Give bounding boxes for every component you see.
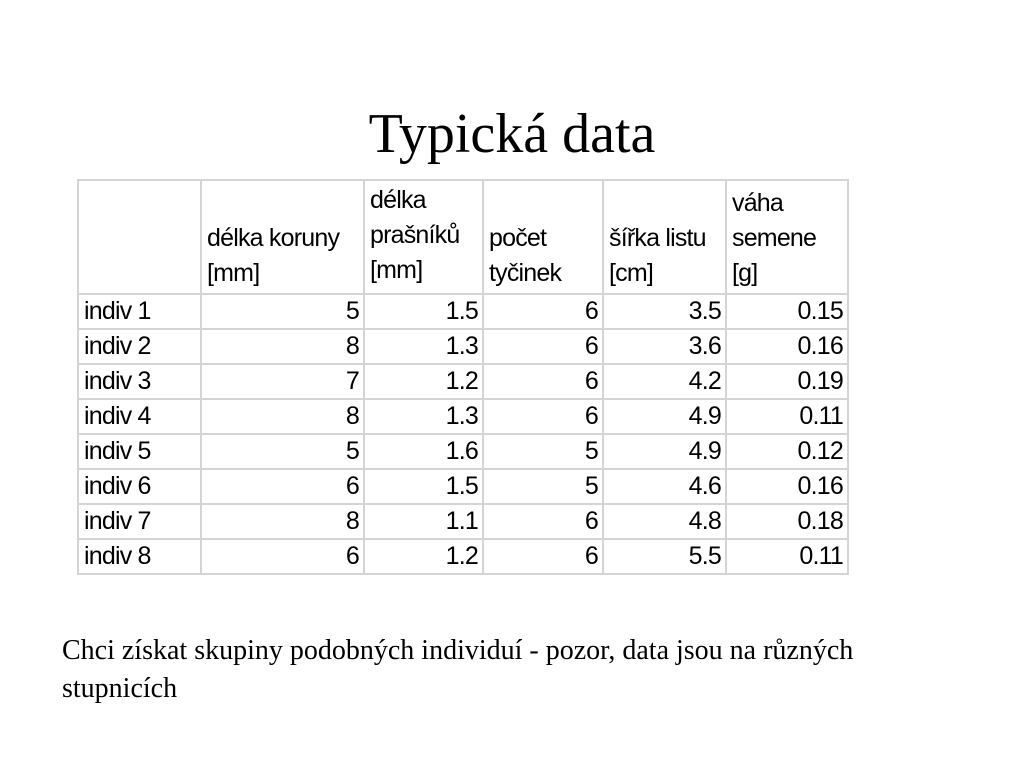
header-cell: délka prašníků [mm]: [364, 180, 483, 294]
table-row: [78, 294, 848, 329]
value-cell: 1.2: [364, 364, 483, 399]
header-cell: váha semene [g]: [726, 180, 848, 294]
value-cell: 5: [483, 469, 603, 504]
value-cell: 0.16: [726, 329, 848, 364]
value-cell: 6: [483, 539, 603, 574]
table-row: [78, 539, 848, 574]
value-cell: 0.11: [726, 539, 848, 574]
value-cell: 6: [201, 469, 364, 504]
header-cell-empty: [78, 180, 201, 294]
value-cell: 6: [201, 539, 364, 574]
value-cell: 4.9: [603, 434, 726, 469]
data-table: [77, 179, 849, 575]
header-cell: šířka listu [cm]: [603, 180, 726, 294]
header-cell: délka koruny [mm]: [201, 180, 364, 294]
value-cell: 1.3: [364, 329, 483, 364]
value-cell: 1.5: [364, 469, 483, 504]
table-header-row: [78, 180, 848, 294]
value-cell: 0.15: [726, 294, 848, 329]
table-row: [78, 364, 848, 399]
table-body: [78, 294, 848, 574]
row-label-cell: indiv 5: [78, 434, 201, 469]
value-cell: 0.19: [726, 364, 848, 399]
slide-title: Typická data: [368, 103, 656, 165]
value-cell: 7: [201, 364, 364, 399]
row-label-cell: indiv 1: [78, 294, 201, 329]
table-row: [78, 434, 848, 469]
value-cell: 8: [201, 504, 364, 539]
value-cell: 4.2: [603, 364, 726, 399]
value-cell: 4.6: [603, 469, 726, 504]
value-cell: 0.16: [726, 469, 848, 504]
value-cell: 1.2: [364, 539, 483, 574]
value-cell: 5: [201, 294, 364, 329]
row-label-cell: indiv 3: [78, 364, 201, 399]
value-cell: 3.6: [603, 329, 726, 364]
value-cell: 6: [483, 504, 603, 539]
table-row: [78, 504, 848, 539]
value-cell: 3.5: [603, 294, 726, 329]
value-cell: 1.1: [364, 504, 483, 539]
value-cell: 1.3: [364, 399, 483, 434]
value-cell: 0.12: [726, 434, 848, 469]
value-cell: 8: [201, 399, 364, 434]
note-text: Chci získat skupiny podobných individuí - pozor, data jsou na různých stupnicích: [62, 635, 854, 704]
value-cell: 4.8: [603, 504, 726, 539]
header-cell: počet tyčinek: [483, 180, 603, 294]
value-cell: 1.6: [364, 434, 483, 469]
value-cell: 6: [483, 364, 603, 399]
table-row: [78, 399, 848, 434]
value-cell: 6: [483, 294, 603, 329]
value-cell: 5.5: [603, 539, 726, 574]
value-cell: 0.11: [726, 399, 848, 434]
value-cell: 8: [201, 329, 364, 364]
table-row: [78, 329, 848, 364]
value-cell: 5: [483, 434, 603, 469]
value-cell: 4.9: [603, 399, 726, 434]
value-cell: 5: [201, 434, 364, 469]
row-label-cell: indiv 7: [78, 504, 201, 539]
value-cell: 6: [483, 329, 603, 364]
table-row: [78, 469, 848, 504]
value-cell: 6: [483, 399, 603, 434]
row-label-cell: indiv 6: [78, 469, 201, 504]
row-label-cell: indiv 8: [78, 539, 201, 574]
row-label-cell: indiv 4: [78, 399, 201, 434]
row-label-cell: indiv 2: [78, 329, 201, 364]
value-cell: 0.18: [726, 504, 848, 539]
value-cell: 1.5: [364, 294, 483, 329]
